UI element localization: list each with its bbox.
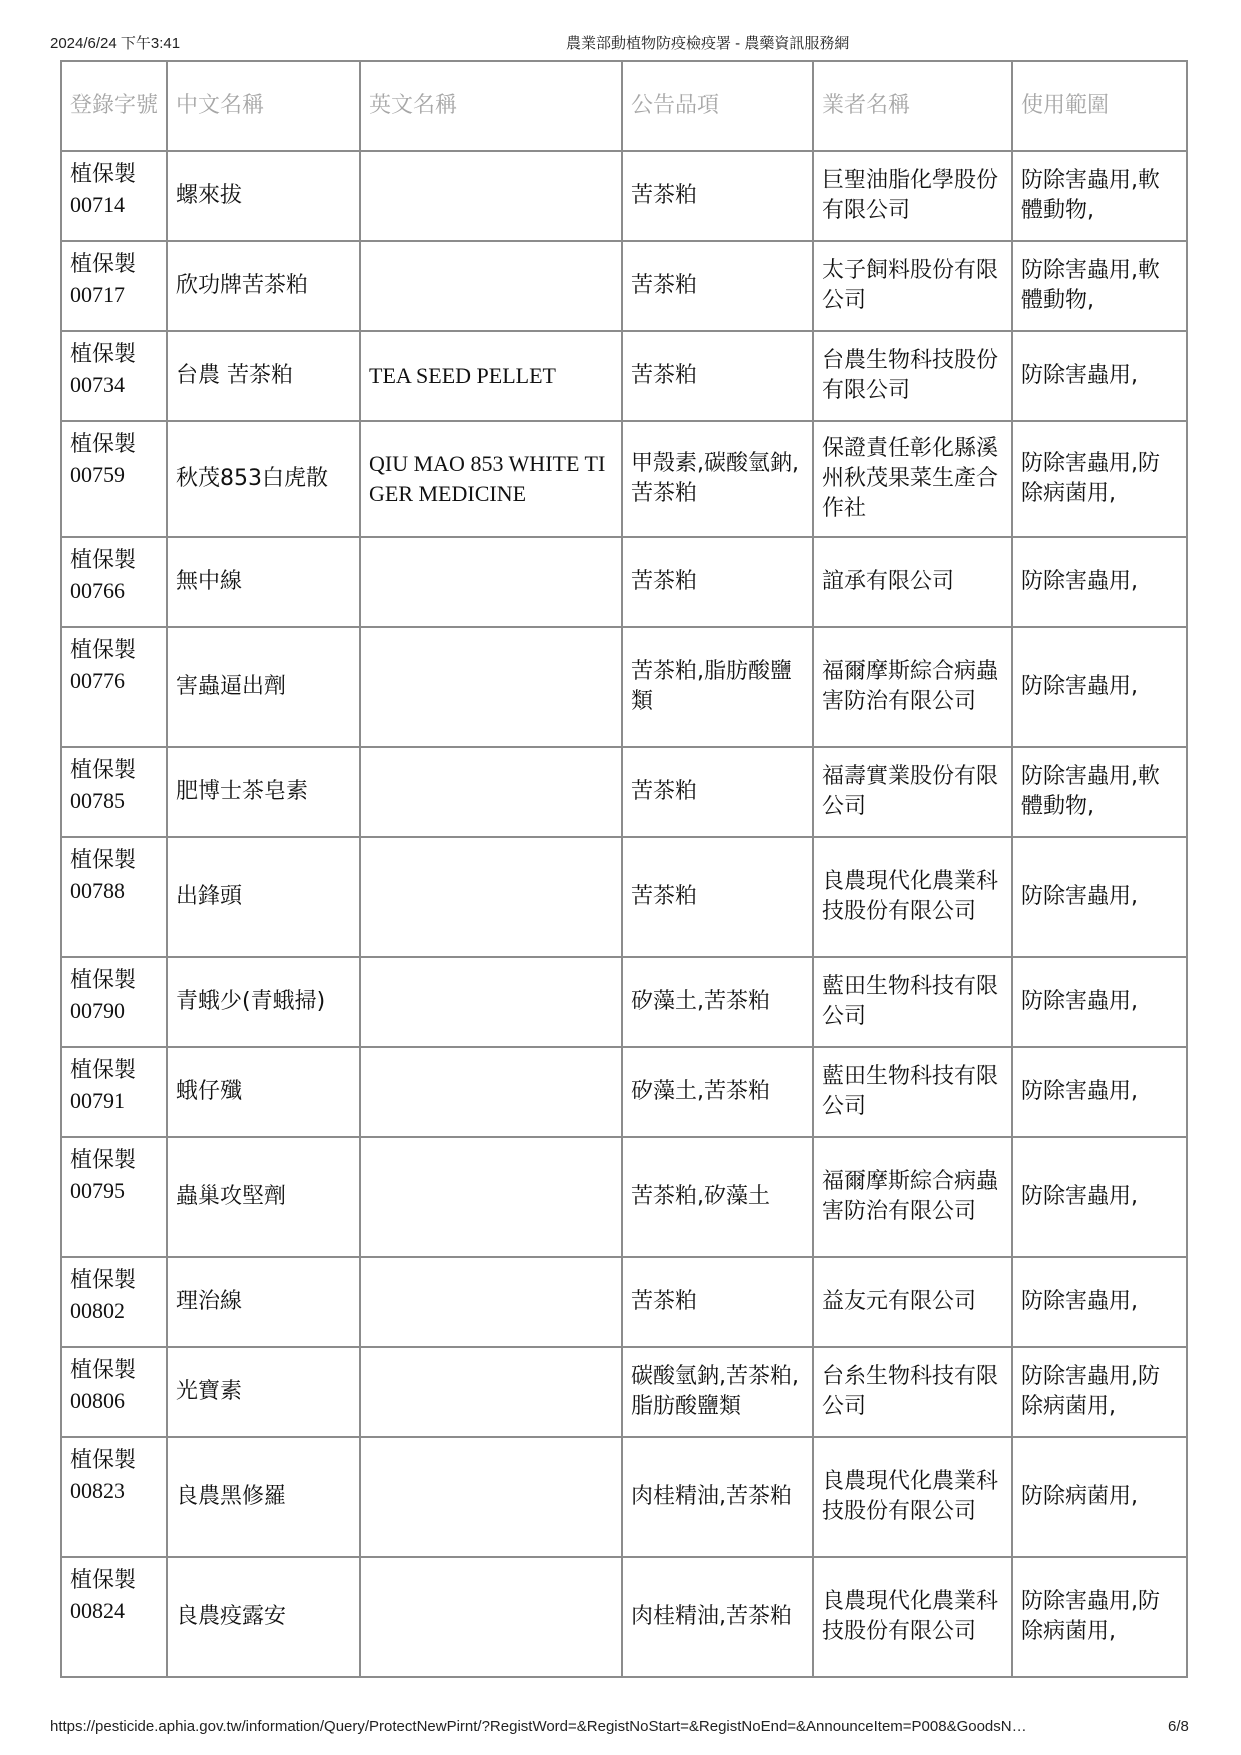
table-row [61, 1047, 1187, 1137]
pesticide-table [60, 60, 1188, 1678]
col-header-company: 業者名稱 [813, 61, 1012, 151]
cell-cn-name: 理治線 [167, 1257, 360, 1347]
cell-cn-name: 青蛾少(青蛾掃) [167, 957, 360, 1047]
table-row [61, 331, 1187, 421]
cell-item: 矽藻土,苦茶粕 [622, 1047, 813, 1137]
print-url: https://pesticide.aphia.gov.tw/information/Query/ProtectNewPirnt/?RegistWord=&RegistNoStart=&RegistNoEnd=&AnnounceItem=P008&GoodsN… [50, 1718, 1027, 1735]
reg-code: 00795 [70, 1178, 125, 1203]
cell-cn-name: 蛾仔殲 [167, 1047, 360, 1137]
cell-cn-name: 秋茂853白虎散 [167, 421, 360, 537]
reg-code: 00714 [70, 192, 125, 217]
cell-company: 台農生物科技股份有限公司 [813, 331, 1012, 421]
cell-scope: 防除害蟲用, [1012, 1257, 1187, 1347]
reg-code: 00791 [70, 1088, 125, 1113]
cell-company: 藍田生物科技有限公司 [813, 1047, 1012, 1137]
cell-company: 良農現代化農業科技股份有限公司 [813, 1557, 1012, 1677]
cell-reg-no [61, 1347, 167, 1437]
cell-company: 益友元有限公司 [813, 1257, 1012, 1347]
cell-en-name: QIU MAO 853 WHITE TIGER MEDICINE [360, 421, 622, 537]
cell-reg-no [61, 837, 167, 957]
cell-item: 碳酸氫鈉,苦茶粕,脂肪酸鹽類 [622, 1347, 813, 1437]
cell-cn-name: 螺來拔 [167, 151, 360, 241]
cell-reg-no [61, 421, 167, 537]
cell-scope: 防除害蟲用, [1012, 331, 1187, 421]
cell-en-name [360, 1257, 622, 1347]
cell-scope: 防除害蟲用,防除病菌用, [1012, 421, 1187, 537]
cell-cn-name: 光寶素 [167, 1347, 360, 1437]
cell-scope: 防除害蟲用,防除病菌用, [1012, 1557, 1187, 1677]
cell-item: 肉桂精油,苦茶粕 [622, 1437, 813, 1557]
cell-item: 苦茶粕 [622, 537, 813, 627]
cell-en-name [360, 837, 622, 957]
cell-reg-no [61, 1557, 167, 1677]
reg-code: 00788 [70, 878, 125, 903]
reg-code: 00766 [70, 578, 125, 603]
reg-code: 00802 [70, 1298, 125, 1323]
cell-cn-name: 欣功牌苦茶粕 [167, 241, 360, 331]
cell-scope: 防除害蟲用,防除病菌用, [1012, 1347, 1187, 1437]
cell-cn-name: 害蟲逼出劑 [167, 627, 360, 747]
reg-prefix: 植保製 [70, 1148, 137, 1173]
table-row [61, 1137, 1187, 1257]
cell-item: 甲殼素,碳酸氫鈉,苦茶粕 [622, 421, 813, 537]
print-page-title: 農業部動植物防疫檢疫署 - 農藥資訊服務網 [566, 35, 850, 52]
cell-company: 台糸生物科技有限公司 [813, 1347, 1012, 1437]
table-row [61, 421, 1187, 537]
reg-prefix: 植保製 [70, 968, 137, 993]
cell-cn-name: 良農疫露安 [167, 1557, 360, 1677]
cell-scope: 防除害蟲用, [1012, 957, 1187, 1047]
reg-code: 00776 [70, 668, 125, 693]
reg-prefix: 植保製 [70, 758, 137, 783]
cell-item: 苦茶粕 [622, 747, 813, 837]
col-header-scope: 使用範圍 [1012, 61, 1187, 151]
cell-reg-no [61, 537, 167, 627]
cell-en-name [360, 1137, 622, 1257]
cell-reg-no [61, 331, 167, 421]
col-header-reg-no: 登錄字號 [61, 61, 167, 151]
cell-company: 良農現代化農業科技股份有限公司 [813, 1437, 1012, 1557]
cell-reg-no [61, 957, 167, 1047]
table-row [61, 837, 1187, 957]
cell-reg-no [61, 1257, 167, 1347]
reg-prefix: 植保製 [70, 1358, 137, 1383]
cell-en-name [360, 537, 622, 627]
cell-en-name [360, 151, 622, 241]
cell-scope: 防除害蟲用, [1012, 1047, 1187, 1137]
col-header-item: 公告品項 [622, 61, 813, 151]
reg-code: 00823 [70, 1478, 125, 1503]
cell-en-name [360, 747, 622, 837]
reg-code: 00806 [70, 1388, 125, 1413]
reg-prefix: 植保製 [70, 548, 137, 573]
cell-item: 苦茶粕 [622, 837, 813, 957]
cell-company: 誼承有限公司 [813, 537, 1012, 627]
cell-scope: 防除害蟲用,軟體動物, [1012, 241, 1187, 331]
cell-item: 苦茶粕,矽藻土 [622, 1137, 813, 1257]
cell-item: 肉桂精油,苦茶粕 [622, 1557, 813, 1677]
cell-scope: 防除害蟲用,軟體動物, [1012, 747, 1187, 837]
reg-prefix: 植保製 [70, 1448, 137, 1473]
cell-item: 苦茶粕,脂肪酸鹽類 [622, 627, 813, 747]
reg-code: 00717 [70, 282, 125, 307]
table-row [61, 1557, 1187, 1677]
reg-code: 00759 [70, 462, 125, 487]
cell-reg-no [61, 747, 167, 837]
col-header-en-name: 英文名稱 [360, 61, 622, 151]
cell-company: 福爾摩斯綜合病蟲害防治有限公司 [813, 1137, 1012, 1257]
cell-scope: 防除害蟲用, [1012, 627, 1187, 747]
cell-item: 矽藻土,苦茶粕 [622, 957, 813, 1047]
cell-scope: 防除害蟲用,軟體動物, [1012, 151, 1187, 241]
table-row [61, 747, 1187, 837]
cell-reg-no [61, 1437, 167, 1557]
cell-item: 苦茶粕 [622, 1257, 813, 1347]
reg-prefix: 植保製 [70, 848, 137, 873]
cell-cn-name: 良農黑修羅 [167, 1437, 360, 1557]
cell-en-name [360, 241, 622, 331]
cell-en-name [360, 1047, 622, 1137]
cell-cn-name: 出鋒頭 [167, 837, 360, 957]
cell-en-name: TEA SEED PELLET [360, 331, 622, 421]
table-row [61, 537, 1187, 627]
reg-prefix: 植保製 [70, 638, 137, 663]
reg-prefix: 植保製 [70, 162, 137, 187]
reg-prefix: 植保製 [70, 1268, 137, 1293]
cell-cn-name: 肥博士茶皂素 [167, 747, 360, 837]
reg-code: 00790 [70, 998, 125, 1023]
cell-item: 苦茶粕 [622, 241, 813, 331]
table-row [61, 151, 1187, 241]
cell-reg-no [61, 241, 167, 331]
cell-company: 巨聖油脂化學股份有限公司 [813, 151, 1012, 241]
cell-reg-no [61, 1047, 167, 1137]
table-row [61, 241, 1187, 331]
cell-en-name [360, 1437, 622, 1557]
cell-reg-no [61, 1137, 167, 1257]
cell-reg-no [61, 627, 167, 747]
reg-code: 00824 [70, 1598, 125, 1623]
cell-scope: 防除害蟲用, [1012, 1137, 1187, 1257]
reg-prefix: 植保製 [70, 342, 137, 367]
cell-scope: 防除害蟲用, [1012, 537, 1187, 627]
cell-en-name [360, 957, 622, 1047]
table-header-row [61, 61, 1187, 151]
cell-en-name [360, 1347, 622, 1437]
print-datetime: 2024/6/24 下午3:41 [50, 35, 181, 52]
cell-company: 福壽實業股份有限公司 [813, 747, 1012, 837]
cell-item: 苦茶粕 [622, 151, 813, 241]
reg-prefix: 植保製 [70, 1568, 137, 1593]
cell-company: 良農現代化農業科技股份有限公司 [813, 837, 1012, 957]
cell-item: 苦茶粕 [622, 331, 813, 421]
cell-scope: 防除害蟲用, [1012, 837, 1187, 957]
cell-en-name [360, 1557, 622, 1677]
table-row [61, 957, 1187, 1047]
cell-company: 藍田生物科技有限公司 [813, 957, 1012, 1047]
cell-cn-name: 台農 苦茶粕 [167, 331, 360, 421]
cell-scope: 防除病菌用, [1012, 1437, 1187, 1557]
table-row [61, 627, 1187, 747]
reg-prefix: 植保製 [70, 432, 137, 457]
page-number: 6/8 [1168, 1718, 1189, 1735]
table-row [61, 1257, 1187, 1347]
reg-code: 00785 [70, 788, 125, 813]
cell-company: 保證責任彰化縣溪州秋茂果菜生產合作社 [813, 421, 1012, 537]
table-row [61, 1347, 1187, 1437]
reg-prefix: 植保製 [70, 1058, 137, 1083]
reg-prefix: 植保製 [70, 252, 137, 277]
cell-company: 福爾摩斯綜合病蟲害防治有限公司 [813, 627, 1012, 747]
col-header-cn-name: 中文名稱 [167, 61, 360, 151]
reg-code: 00734 [70, 372, 125, 397]
table-row [61, 1437, 1187, 1557]
cell-reg-no [61, 151, 167, 241]
cell-cn-name: 蟲巢攻堅劑 [167, 1137, 360, 1257]
cell-en-name [360, 627, 622, 747]
cell-cn-name: 無中線 [167, 537, 360, 627]
cell-company: 太子飼料股份有限公司 [813, 241, 1012, 331]
